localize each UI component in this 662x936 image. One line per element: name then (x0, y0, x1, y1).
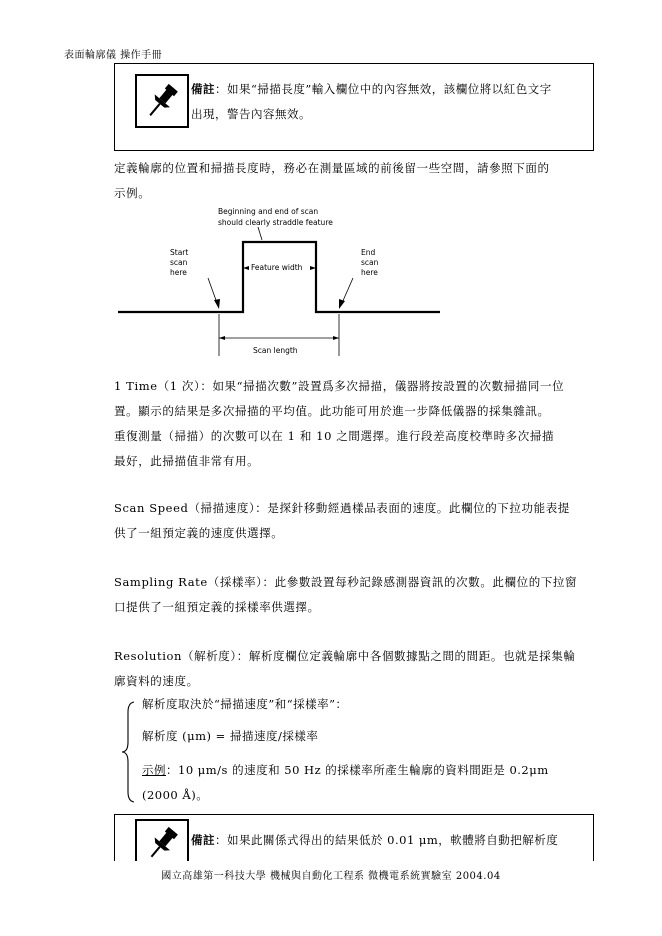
end-label-3: here (361, 268, 378, 277)
brace-example-line (142, 762, 549, 778)
intro-paragraph (114, 156, 600, 206)
note-2-label: 備註 (191, 833, 215, 847)
brace-line-2: 解析度 (μm) = 掃描速度/採樣率 (142, 729, 319, 743)
left-brace (120, 700, 140, 804)
start-label-2: scan (170, 258, 188, 267)
pushpin-icon (135, 74, 189, 128)
resolution-line-2: 廓資料的速度。 (114, 674, 199, 688)
scan-speed-line-1: Scan Speed（掃描速度）：是探針移動經過樣品表面的速度。此欄位的下拉功能表提 (114, 501, 570, 515)
note-line-1: ：如果“掃描長度”輸入欄位中的內容無效，該欄位將以紅色文字 (215, 82, 552, 96)
feature-profile (118, 242, 440, 312)
scan-diagram (110, 200, 450, 369)
sampling-rate-paragraph (114, 570, 600, 620)
resolution-paragraph (114, 644, 600, 694)
scan-length-label: Scan length (253, 346, 298, 355)
title-leader (258, 227, 262, 240)
time-line-1: 1 Time（1 次）：如果“掃描次數”設置爲多次掃描，儀器將按設置的次數掃描同一位 (114, 379, 565, 393)
diagram-title-line-2: should clearly straddle feature (218, 218, 333, 227)
sampling-rate-line-2: 口提供了一組預定義的採樣率供選擇。 (114, 600, 320, 614)
time-line-3: 重復測量（掃描）的次數可以在 1 和 10 之間選擇。進行段差高度校準時多次掃描 (114, 429, 555, 443)
time-line-2: 置。顯示的結果是多次掃描的平均值。此功能可用於進一步降低儀器的採集雜訊。 (114, 404, 550, 418)
page-header: 表面輪廓儀 操作手冊 (64, 50, 163, 61)
scan-speed-line-2: 供了一組預定義的速度供選擇。 (114, 526, 284, 540)
example-text: ：10 μm/s 的速度和 50 Hz 的採樣率所產生輪廓的資料間距是 0.2μm (166, 763, 549, 777)
note-label: 備註 (191, 82, 215, 96)
intro-line-1: 定義輪廓的位置和掃描長度時，務必在測量區域的前後留一些空間，請參照下面的 (114, 161, 550, 175)
note-line-2: 出現，警告內容無效。 (191, 107, 311, 121)
start-label-1: Start (170, 248, 189, 257)
time-paragraph (114, 374, 600, 474)
note-2-line: ：如果此關係式得出的結果低於 0.01 μm，軟體將自動把解析度 (215, 833, 559, 847)
note-2-text (191, 828, 558, 853)
brace-line-1: 解析度取決於“掃描速度”和“採樣率”： (142, 697, 348, 711)
end-label-2: scan (361, 258, 379, 267)
example-label: 示例 (142, 763, 166, 777)
note-box-2 (114, 814, 594, 861)
feature-width-label: Feature width (251, 263, 303, 272)
intro-line-2: 示例。 (114, 186, 151, 200)
diagram-title-line-1: Beginning and end of scan (218, 207, 319, 216)
start-arrow (208, 278, 217, 303)
brace-line-4: (2000 Å)。 (142, 788, 209, 802)
start-label-3: here (170, 268, 187, 277)
page-footer: 國立高雄第一科技大學 機械與自動化工程系 微機電系統實驗室 2004.04 (161, 871, 501, 882)
pushpin-icon (135, 819, 189, 861)
time-line-4: 最好，此掃描值非常有用。 (114, 454, 260, 468)
note-text (191, 77, 552, 127)
end-label-1: End (361, 248, 376, 257)
note-box (114, 63, 594, 151)
end-arrow (342, 278, 353, 303)
scan-speed-paragraph (114, 496, 600, 546)
sampling-rate-line-1: Sampling Rate（採樣率）：此參數設置每秒記錄感測器資訊的次數。此欄位的下拉窗 (114, 575, 578, 589)
resolution-line-1: Resolution（解析度）：解析度欄位定義輪廓中各個數據點之間的間距。也就是採集輪 (114, 649, 576, 663)
